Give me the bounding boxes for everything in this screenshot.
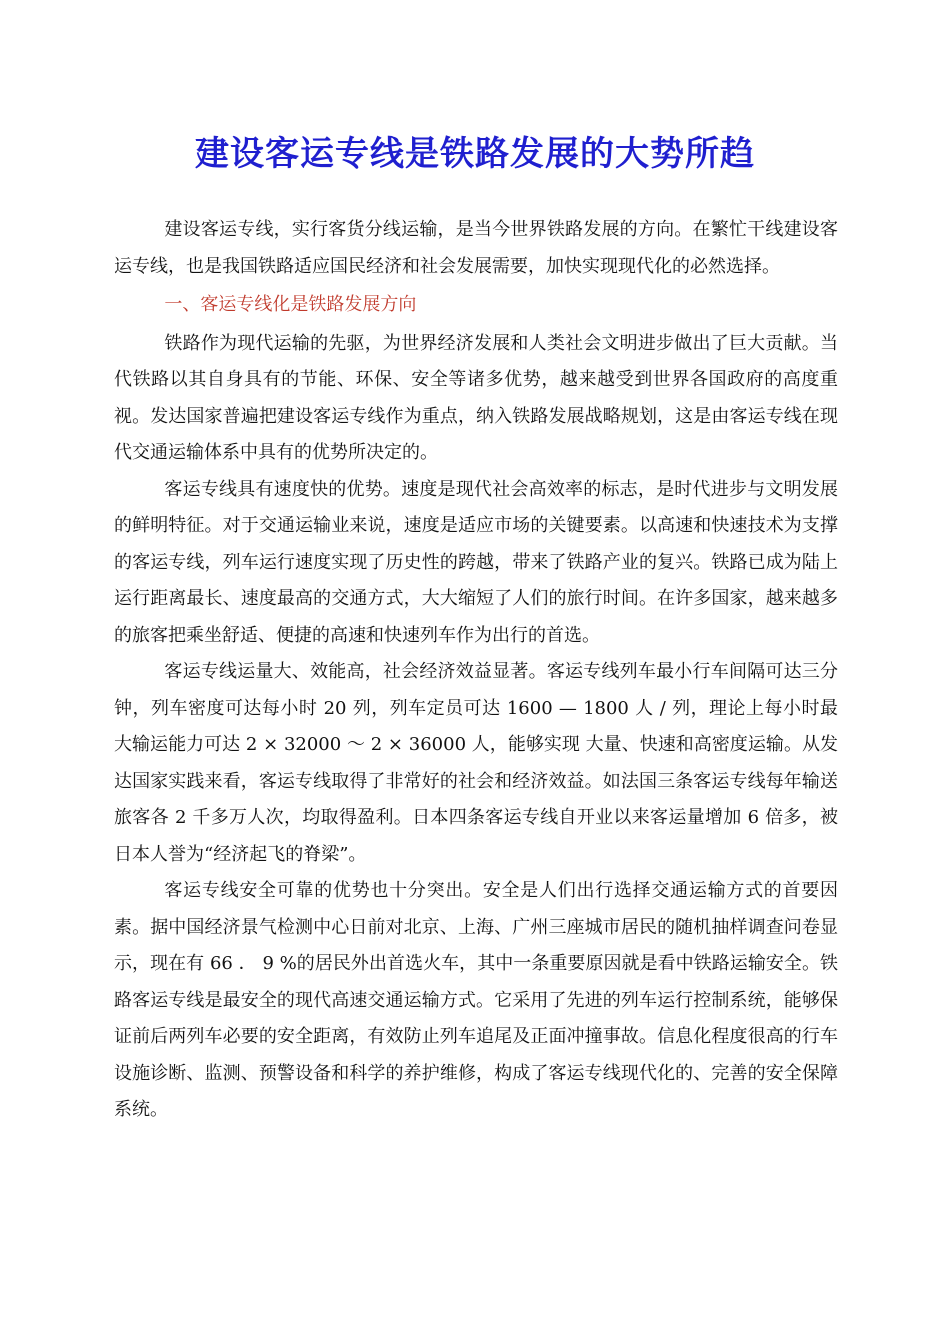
section-heading: 一、客运专线化是铁路发展方向 <box>164 294 417 315</box>
page-title: 建设客运专线是铁路发展的大势所趋 <box>195 134 755 174</box>
body-paragraph: 客运专线具有速度快的优势。速度是现代社会高效率的标志，是时代进步与文明发展的鲜明特征。对于交通运输业来说，速度是适应市场的关键要素。以高速和快速技术为支撑的客运专线，列车运行速度实现了历史性的跨越，带来了铁路产业的复兴。铁路已成为陆上运行距离最长、速度最高的交通方式，大大缩短了人们的旅行时间。在许多国家，越来越多的旅客把乘坐舒适、便捷的高速和快速列车作为出行的首选。 <box>114 478 838 646</box>
document-body <box>114 212 838 1129</box>
body-paragraph: 铁路作为现代运输的先驱，为世界经济发展和人类社会文明进步做出了巨大贡献。当代铁路以其自身具有的节能、环保、安全等诸多优势，越来越受到世界各国政府的高度重视。发达国家普遍把建设客运专线作为重点，纳入铁路发展战略规划，这是由客运专线在现代交通运输体系中具有的优势所决定的。 <box>114 332 838 463</box>
body-paragraph: 客运专线安全可靠的优势也十分突出。安全是人们出行选择交通运输方式的首要因素。据中国经济景气检测中心日前对北京、上海、广州三座城市居民的随机抽样调查问卷显示，现在有 66 ． 9 %的居民外出首选火车，其中一条重要原因就是看中铁路运输安全。铁路客运专线是最安全的现代高速交通运输方式。它采用了先进的列车运行控制系统，能够保证前后两列车必要的安全距离，有效防止列车追尾及正面冲撞事故。信息化程度很高的行车设施诊断、监测、预警设备和科学的养护维修，构成了客运专线现代化的、完善的安全保障系统。 <box>114 880 838 1120</box>
intro-paragraph: 建设客运专线，实行客货分线运输，是当今世界铁路发展的方向。在繁忙干线建设客运专线，也是我国铁路适应国民经济和社会发展需要，加快实现现代化的必然选择。 <box>114 219 838 277</box>
body-paragraph: 客运专线运量大、效能高，社会经济效益显著。客运专线列车最小行车间隔可达三分钟，列车密度可达每小时 20 列，列车定员可达 1600 — 1800 人 / 列，理论上每小时最大输运能力可达 2 × 32000 ～ 2 × 36000 人，能够实现 大量、快速和高密度运输。从发达国家实践来看，客运专线取得了非常好的社会和经济效益。如法国三条客运专线每年输送旅客各 2 千多万人次，均取得盈利。日本四条客运专线自开业以来客运量增加 6 倍多，被日本人誉为“经济起飞的脊梁”。 <box>114 661 838 865</box>
